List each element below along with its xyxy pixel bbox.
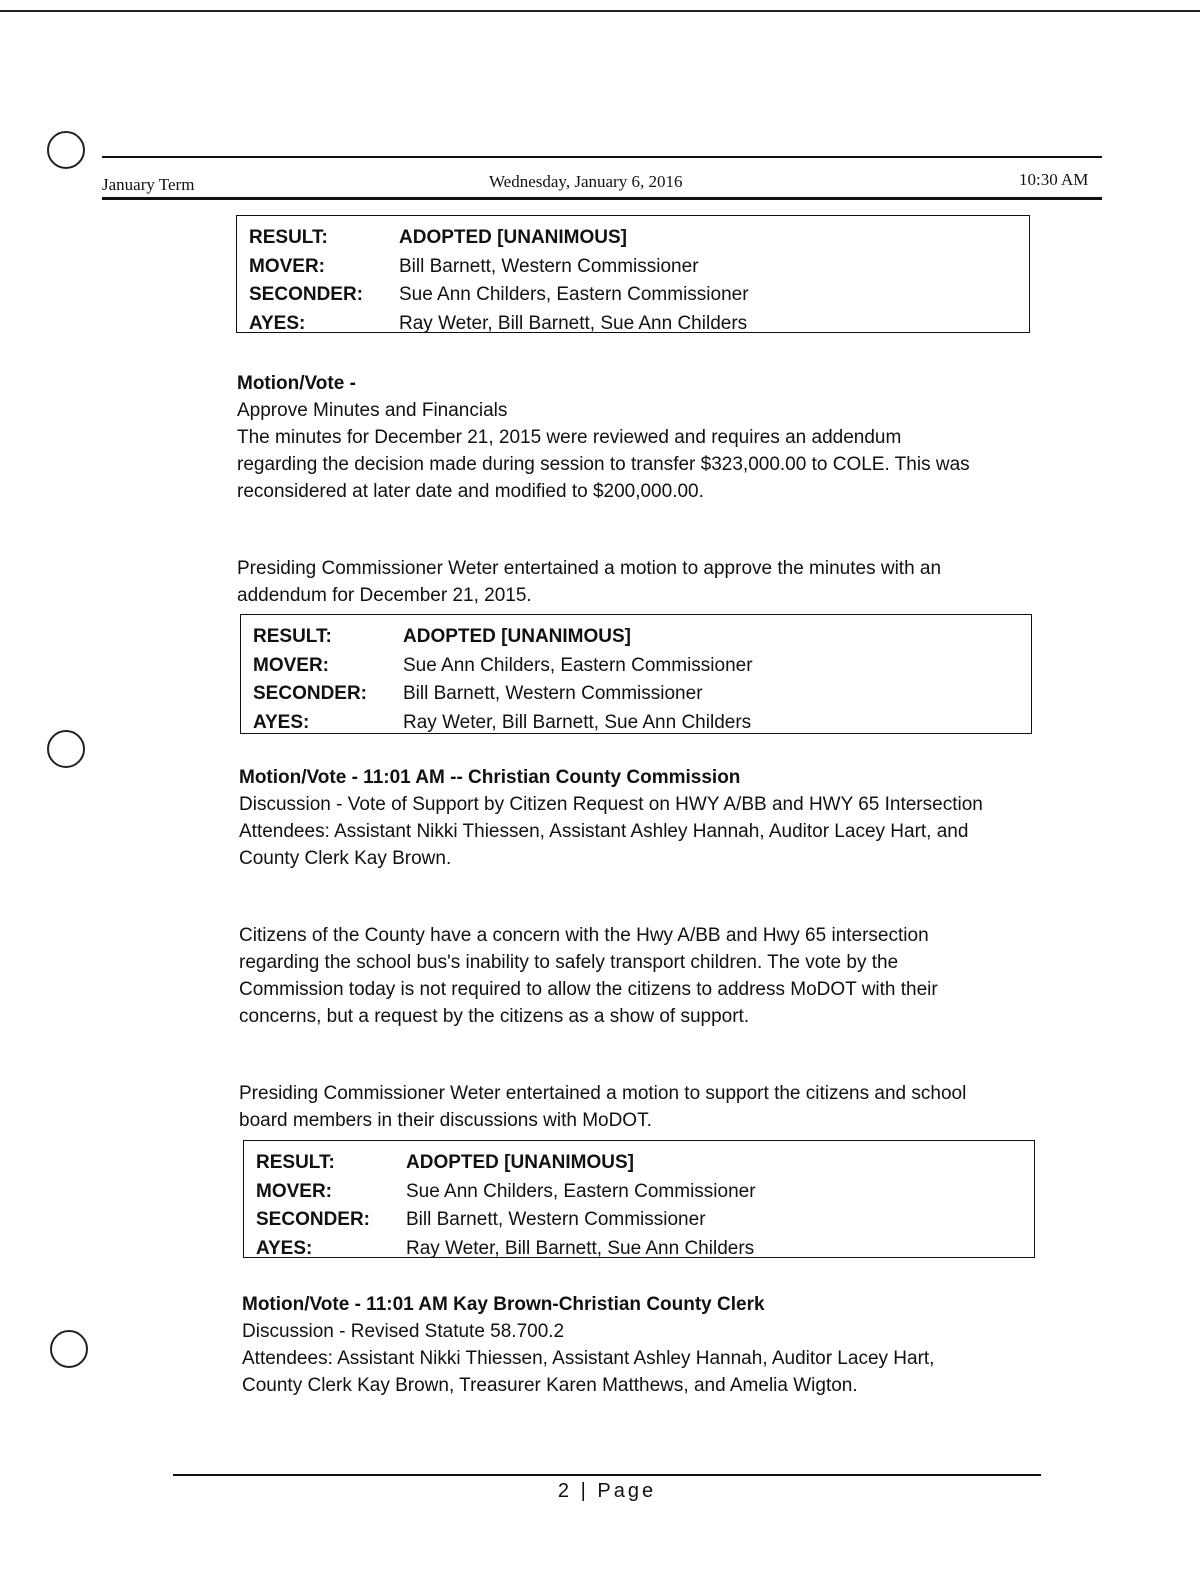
vote-result-box — [243, 1140, 1035, 1258]
result-label: RESULT: — [253, 626, 332, 647]
paragraph-line: Citizens of the County have a concern with the Hwy A/BB and Hwy 65 intersection — [239, 925, 929, 946]
ayes-row — [249, 310, 1029, 339]
motion-section-intersection — [239, 764, 1039, 1134]
footer-rule — [173, 1474, 1041, 1476]
vote-result-box — [236, 215, 1030, 333]
seconder-row — [256, 1206, 1034, 1235]
paragraph-line: concerns, but a request by the citizens as a show of support. — [239, 1006, 750, 1027]
scan-top-rule — [0, 10, 1200, 12]
mover-row — [256, 1178, 1034, 1207]
ayes-label: AYES: — [256, 1237, 313, 1259]
result-row — [249, 224, 1029, 253]
result-row — [253, 623, 1031, 652]
result-value: ADOPTED [UNANIMOUS] — [403, 626, 631, 647]
attendees-line: Attendees: Assistant Nikki Thiessen, Assistant Ashley Hannah, Auditor Lacey Hart, — [242, 1348, 935, 1369]
ayes-label: AYES: — [249, 312, 306, 334]
mover-value: Sue Ann Childers, Eastern Commissioner — [406, 1180, 756, 1202]
discussion-line: Discussion - Revised Statute 58.700.2 — [242, 1321, 565, 1342]
attendees-line: Attendees: Assistant Nikki Thiessen, Assistant Ashley Hannah, Auditor Lacey Hart, and — [239, 821, 969, 842]
mover-label: MOVER: — [256, 1180, 332, 1202]
paragraph-line: Presiding Commissioner Weter entertained a motion to support the citizens and school — [239, 1083, 967, 1104]
seconder-value: Bill Barnett, Western Commissioner — [403, 683, 703, 704]
mover-value: Sue Ann Childers, Eastern Commissioner — [403, 654, 753, 676]
mover-label: MOVER: — [253, 654, 329, 676]
paragraph-line: regarding the decision made during session to transfer $323,000.00 to COLE. This was — [237, 454, 970, 475]
ayes-value: Ray Weter, Bill Barnett, Sue Ann Childers — [403, 711, 752, 733]
seconder-row — [253, 680, 1031, 709]
result-label: RESULT: — [256, 1152, 335, 1173]
result-value: ADOPTED [UNANIMOUS] — [406, 1152, 634, 1173]
header-time: 10:30 AM — [1019, 170, 1089, 189]
header-date: Wednesday, January 6, 2016 — [489, 172, 683, 191]
paragraph-line: board members in their discussions with MoDOT. — [239, 1110, 652, 1131]
header-rule-top — [102, 156, 1102, 158]
result-row — [256, 1149, 1034, 1178]
result-label: RESULT: — [249, 227, 328, 248]
motion-subheading: Approve Minutes and Financials — [237, 400, 508, 421]
vote-result-box — [240, 614, 1032, 734]
mover-label: MOVER: — [249, 255, 325, 277]
attendees-line: County Clerk Kay Brown, Treasurer Karen Matthews, and Amelia Wigton. — [242, 1375, 858, 1396]
result-value: ADOPTED [UNANIMOUS] — [399, 227, 627, 248]
seconder-label: SECONDER: — [256, 1209, 371, 1230]
binder-hole — [47, 131, 85, 169]
discussion-line: Discussion - Vote of Support by Citizen Request on HWY A/BB and HWY 65 Intersection — [239, 794, 983, 815]
seconder-label: SECONDER: — [253, 683, 368, 704]
header-rule-bottom — [102, 197, 1102, 200]
seconder-value: Bill Barnett, Western Commissioner — [406, 1209, 706, 1230]
motion-heading: Motion/Vote - 11:01 AM -- Christian County Commission — [239, 767, 741, 788]
paragraph-line: regarding the school bus's inability to safely transport children. The vote by the — [239, 952, 899, 973]
paragraph-line: Commission today is not required to allow the citizens to address MoDOT with their — [239, 979, 938, 1000]
page-number: 2 | Page — [557, 1480, 657, 1502]
seconder-row — [249, 281, 1029, 310]
motion-section-minutes — [237, 370, 1037, 609]
paragraph-line: addendum for December 21, 2015. — [237, 585, 532, 606]
header-term: January Term — [102, 175, 195, 194]
seconder-value: Sue Ann Childers, Eastern Commissioner — [399, 284, 749, 305]
paragraph-line: The minutes for December 21, 2015 were reviewed and requires an addendum — [237, 427, 902, 448]
ayes-value: Ray Weter, Bill Barnett, Sue Ann Childers — [399, 312, 748, 334]
ayes-row — [253, 709, 1031, 738]
ayes-value: Ray Weter, Bill Barnett, Sue Ann Childers — [406, 1237, 755, 1259]
motion-heading: Motion/Vote - 11:01 AM Kay Brown-Christian County Clerk — [242, 1294, 765, 1315]
paragraph-line: reconsidered at later date and modified to $200,000.00. — [237, 481, 704, 502]
binder-hole — [50, 1330, 88, 1368]
motion-heading: Motion/Vote - — [237, 373, 356, 394]
ayes-label: AYES: — [253, 711, 310, 733]
mover-value: Bill Barnett, Western Commissioner — [399, 255, 699, 277]
binder-hole — [47, 730, 85, 768]
ayes-row — [256, 1235, 1034, 1264]
motion-section-statute — [242, 1291, 1042, 1399]
seconder-label: SECONDER: — [249, 284, 364, 305]
mover-row — [253, 652, 1031, 681]
paragraph-line: Presiding Commissioner Weter entertained a motion to approve the minutes with an — [237, 558, 942, 579]
attendees-line: County Clerk Kay Brown. — [239, 848, 452, 869]
mover-row — [249, 253, 1029, 282]
